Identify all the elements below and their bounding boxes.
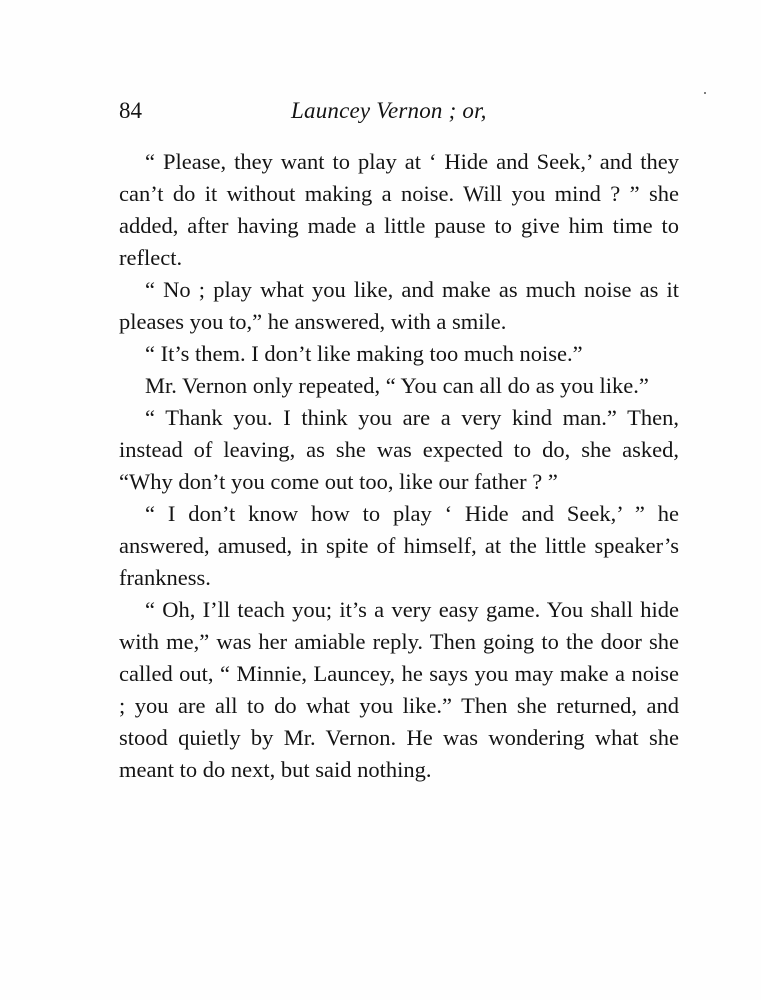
- ink-speck: [704, 92, 706, 94]
- paragraph: “ Oh, I’ll teach you; it’s a very easy game. You shall hide with me,” was her amiable reply. Then going to the door she called out, “ Minnie, Launcey, he says you may make a noise ; you are all to do what you like.” Then she returned, and stood quietly by Mr. Vernon. He was wondering what she meant to do next, but said nothing.: [119, 597, 679, 782]
- body-text: [119, 146, 679, 786]
- paragraph: Mr. Vernon only repeated, “ You can all do as you like.”: [145, 373, 649, 398]
- paragraph: “ Thank you. I think you are a very kind man.” Then, instead of leaving, as she was expected to do, she asked, “Why don’t you come out too, like our father ? ”: [119, 405, 679, 494]
- paragraph: “ It’s them. I don’t like making too much noise.”: [145, 341, 583, 366]
- page-number: 84: [119, 98, 142, 123]
- paragraph: “ Please, they want to play at ‘ Hide and Seek,’ and they can’t do it without making a noise. Will you mind ? ” she added, after having made a little pause to give him time to reflect.: [119, 149, 679, 270]
- paragraph: “ No ; play what you like, and make as much noise as it pleases you to,” he answered, with a smile.: [119, 277, 679, 334]
- running-head: Launcey Vernon ; or,: [291, 98, 487, 123]
- page-header: [119, 94, 679, 128]
- paragraph: “ I don’t know how to play ‘ Hide and Seek,’ ” he answered, amused, in spite of himself, at the little speaker’s frankness.: [119, 501, 679, 590]
